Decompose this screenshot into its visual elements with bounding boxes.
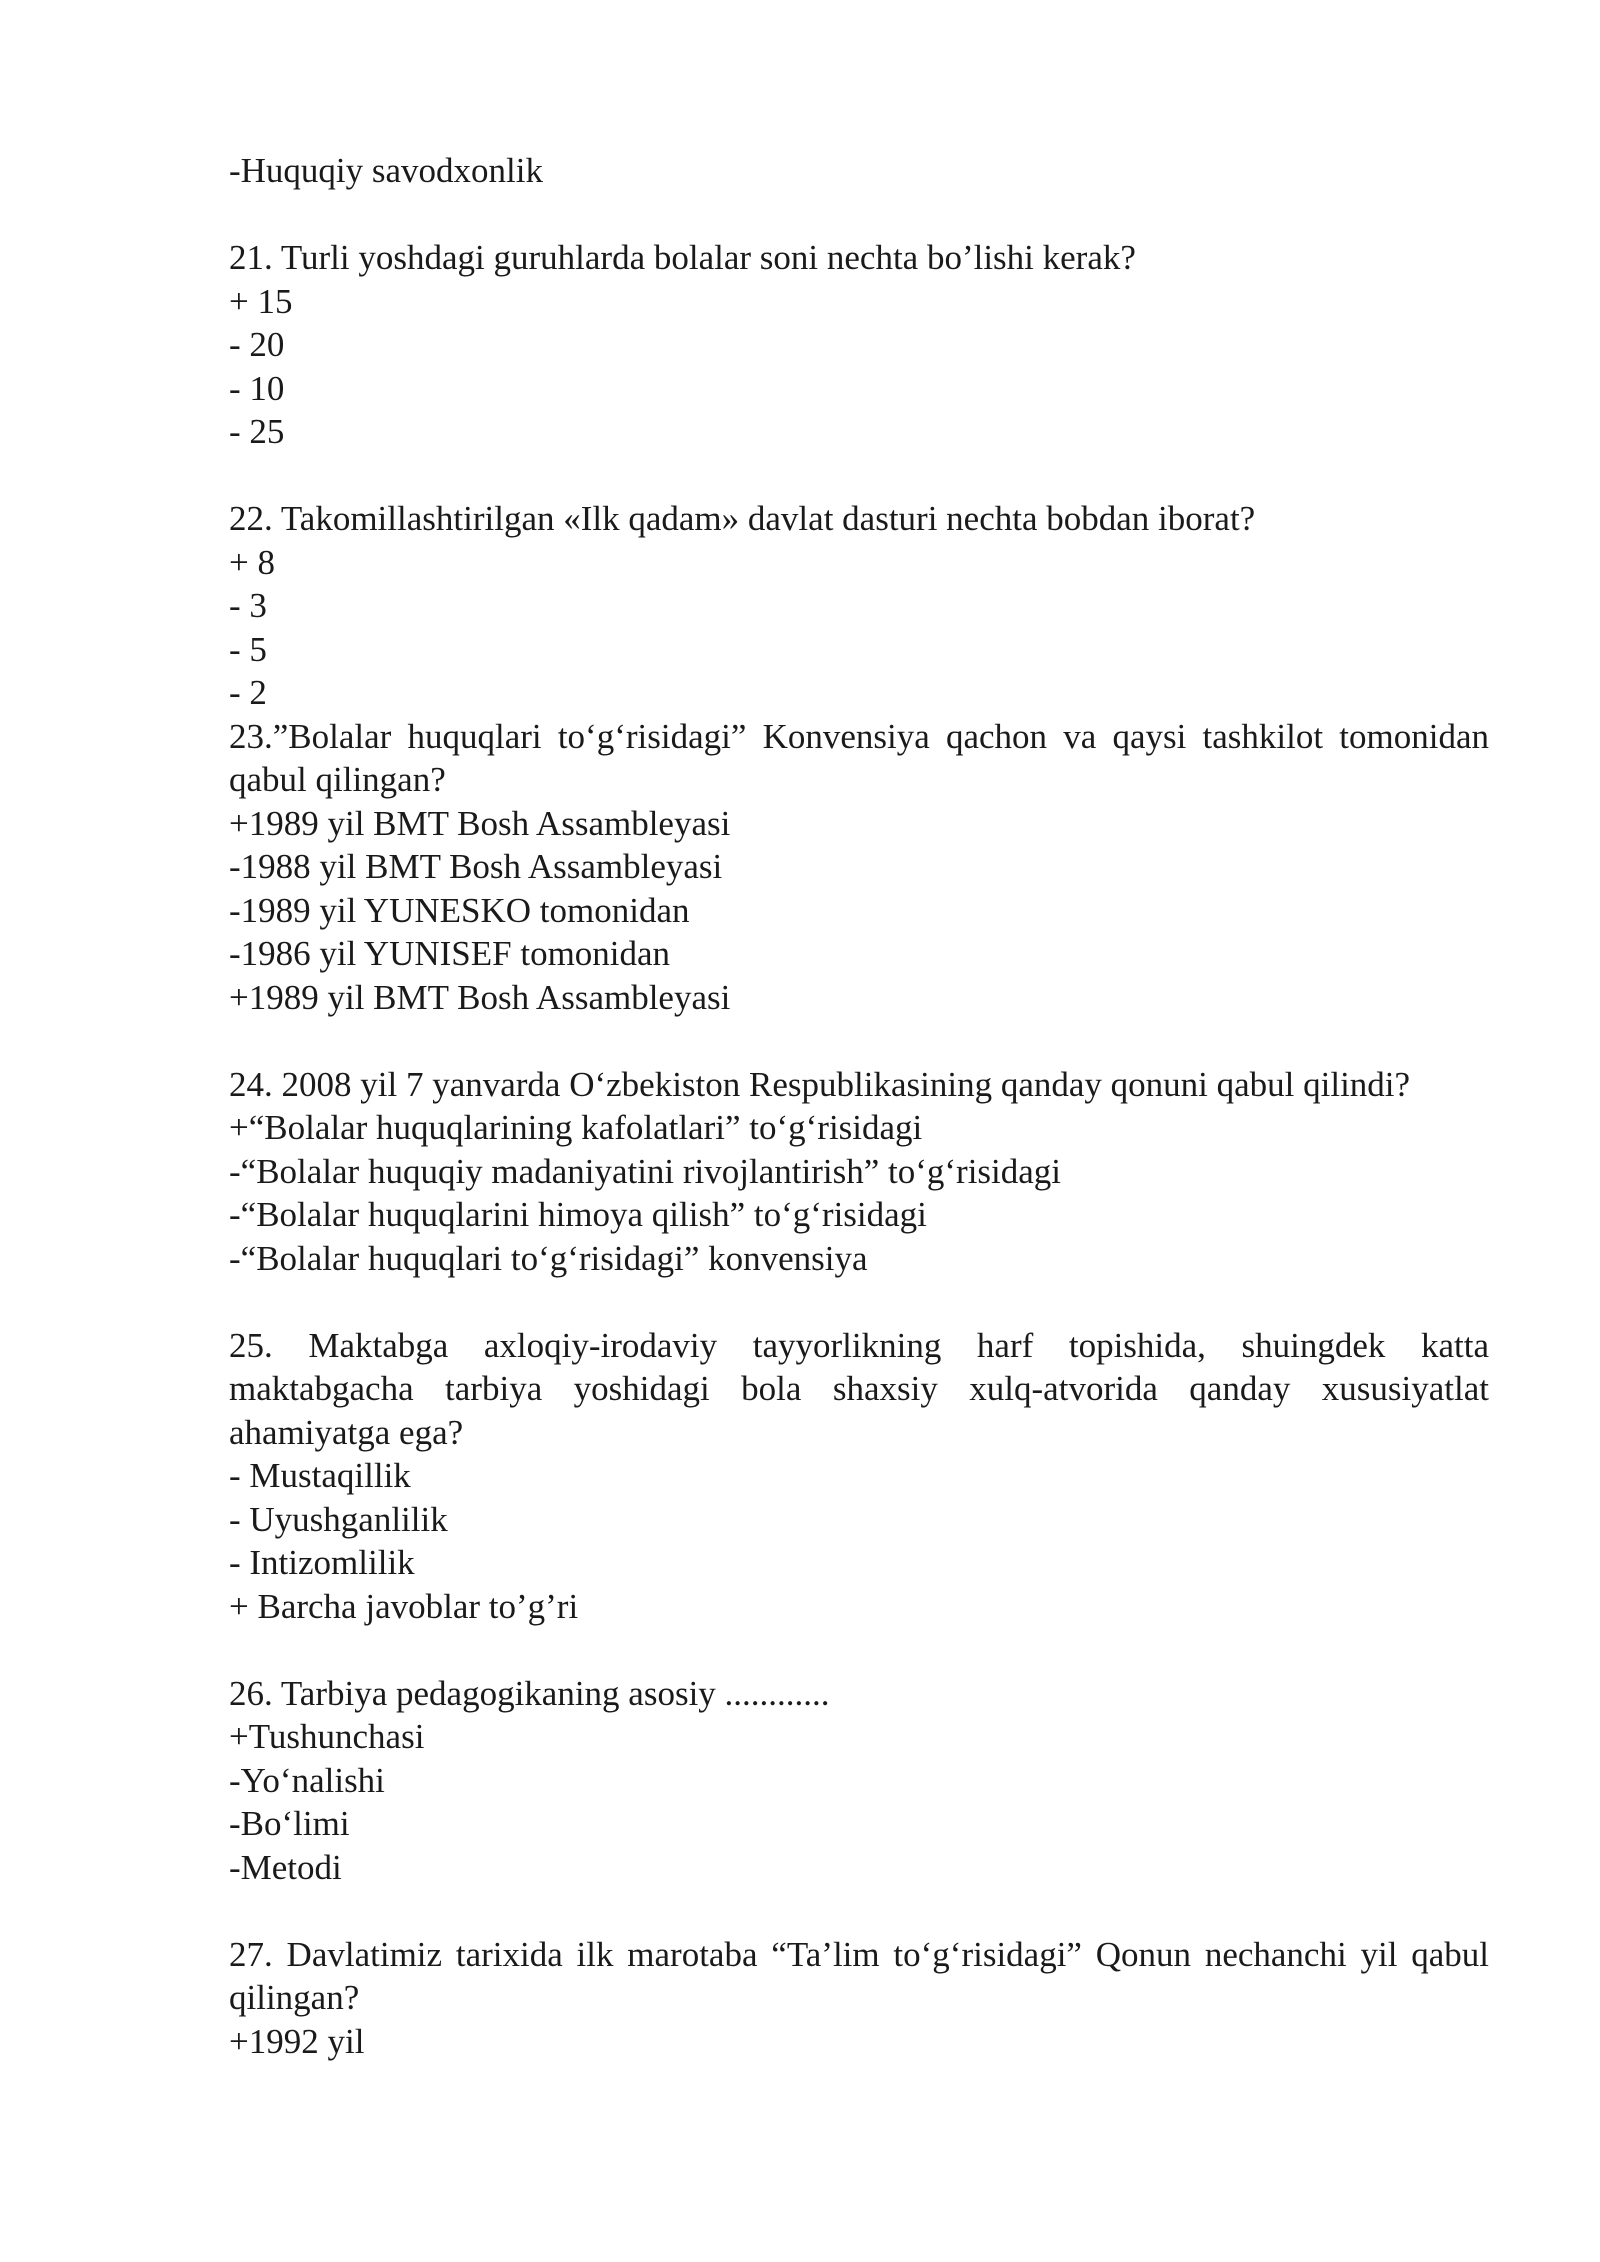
question-text: 24. 2008 yil 7 yanvarda O‘zbekiston Respublikasining qanday qonuni qabul qilindi?: [229, 1064, 1411, 1104]
question-26: [229, 1672, 1489, 1890]
question-text: 25. Maktabga axloqiy-irodaviy tayyorlikning harf topishida, shuingdek katta maktabgacha tarbiya yoshidagi bola shaxsiy xulq-atvorida qanday xususiyatlat ahamiyatga ega?: [229, 1325, 1498, 1452]
spacer: [229, 1280, 1489, 1324]
answer-option: - 5: [229, 629, 267, 669]
answer-option: -Bo‘limi: [229, 1804, 350, 1843]
question-text: 21. Turli yoshdagi guruhlarda bolalar soni nechta bo’lishi kerak?: [229, 238, 1136, 277]
answer-option: +1989 yil BMT Bosh Assambleyasi: [229, 803, 731, 843]
answer-option: + 15: [229, 281, 293, 321]
answer-option: - Uyushganlilik: [229, 1499, 448, 1539]
question-23: [229, 715, 1498, 1020]
answer-option: -1989 yil YUNESKO tomonidan: [229, 890, 690, 930]
question-24: [229, 1063, 1489, 1281]
answer-option: -Huquqiy savodxonlik: [229, 151, 544, 190]
question-text: 26. Tarbiya pedagogikaning asosiy ............: [229, 1673, 830, 1713]
spacer: [229, 1889, 1489, 1933]
answer-option: -1986 yil YUNISEF tomonidan: [229, 934, 671, 973]
answer-option: + Barcha javoblar to’g’ri: [229, 1586, 579, 1626]
answer-option: + 8: [229, 542, 275, 582]
answer-option: - Mustaqillik: [229, 1456, 411, 1495]
answer-option: +Tushunchasi: [229, 1717, 425, 1756]
spacer: [229, 454, 1489, 498]
question-text: 23.”Bolalar huquqlari to‘g‘risidagi” Konvensiya qachon va qaysi tashkilot tomonidan qabul qilingan?: [229, 716, 1498, 799]
answer-option: - 2: [229, 673, 267, 712]
answer-option: - Intizomlilik: [229, 1543, 415, 1582]
answer-option: - 10: [229, 368, 285, 408]
question-25: [229, 1324, 1498, 1629]
answer-option: -1988 yil BMT Bosh Assambleyasi: [229, 847, 723, 886]
spacer: [229, 193, 1489, 237]
answer-option: - 20: [229, 325, 285, 364]
question-text: 22. Takomillashtirilgan «Ilk qadam» davlat dasturi nechta bobdan iborat?: [229, 499, 1256, 538]
document-page: [229, 149, 1498, 2063]
question-22: [229, 497, 1489, 715]
answer-option: - 25: [229, 412, 285, 451]
question-27: [229, 1933, 1498, 2064]
answer-option: +1992 yil: [229, 2021, 365, 2061]
question-text: 27. Davlatimiz tarixida ilk marotaba “Ta’lim to‘g‘risidagi” Qonun nechanchi yil qabul qilingan?: [229, 1934, 1498, 2017]
answer-option: -“Bolalar huquqlari to‘g‘risidagi” konvensiya: [229, 1238, 868, 1278]
answer-option: +1989 yil BMT Bosh Assambleyasi: [229, 977, 731, 1017]
answer-option: -“Bolalar huquqlarini himoya qilish” to‘g‘risidagi: [229, 1195, 927, 1234]
question-21: [229, 236, 1489, 454]
spacer: [229, 1628, 1489, 1672]
answer-option: +“Bolalar huquqlarining kafolatlari” to‘g‘risidagi: [229, 1108, 923, 1147]
answer-option: - 3: [229, 586, 267, 625]
answer-option: -Metodi: [229, 1847, 342, 1887]
spacer: [229, 1019, 1489, 1063]
answer-option: -“Bolalar huquqiy madaniyatini rivojlantirish” to‘g‘risidagi: [229, 1151, 1062, 1191]
answer-option: -Yo‘nalishi: [229, 1760, 385, 1800]
